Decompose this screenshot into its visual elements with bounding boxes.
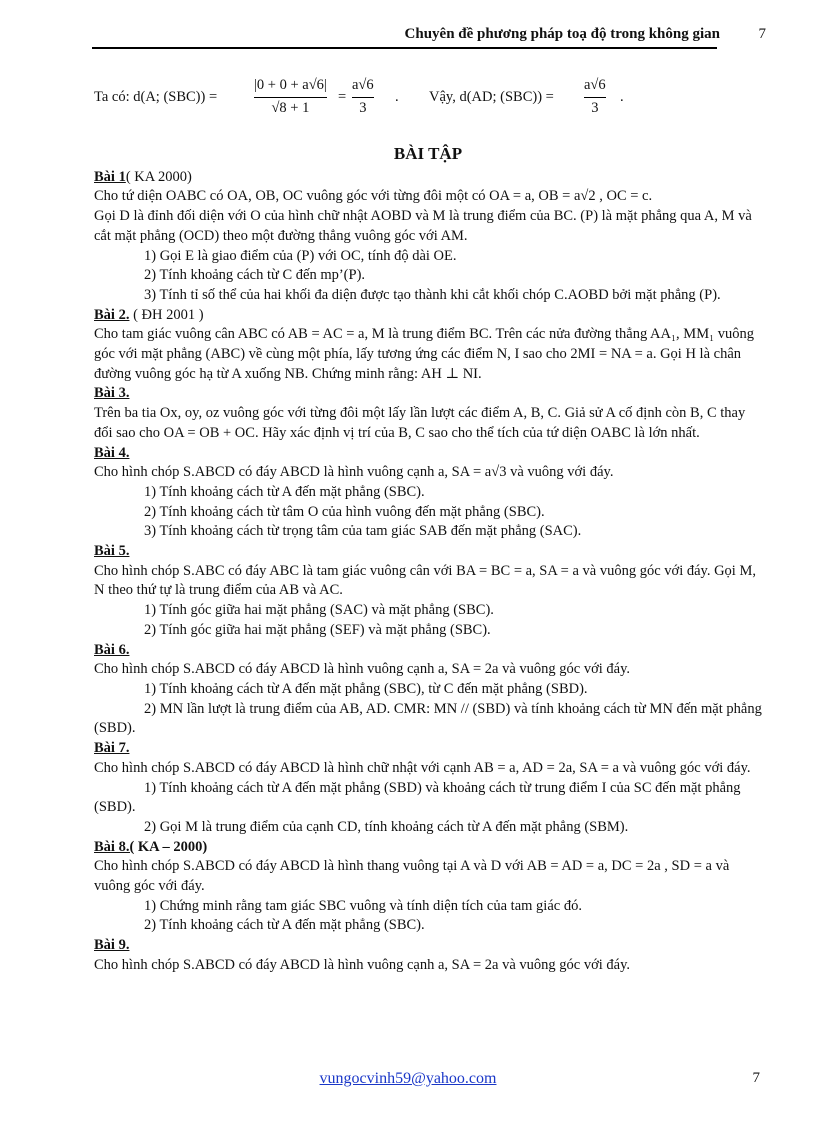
exercise-statement: Gọi D là đỉnh đối diện với O của hình chữ nhật AOBD và M là trung điểm của BC. (P) là mặt phẳng qua A, M và cắt mặt phẳng (OCD) theo một đường thẳng vuông góc với AM.: [94, 208, 752, 244]
fraction-numerator: a√6: [584, 77, 606, 93]
exercise-title: [94, 641, 762, 661]
page-footer: [0, 1070, 816, 1088]
footer-page-number: 7: [752, 1070, 760, 1086]
exercise-subquestion: 3) Tính tỉ số thể của hai khối đa diện được tạo thành khi cắt khối chóp C.AOBD bởi mặt phẳng (P).: [144, 286, 721, 303]
exercise-block: [94, 168, 762, 306]
exercise-subquestion: 1) Tính góc giữa hai mặt phẳng (SAC) và mặt phẳng (SBC).: [144, 602, 494, 619]
document-body: [94, 72, 762, 976]
fraction-numerator: |0 + 0 + a√6|: [254, 77, 327, 93]
fraction-bar: [352, 97, 374, 98]
exercise-title: [94, 168, 762, 188]
fraction-denominator: 3: [359, 99, 367, 116]
exercise-title: [94, 384, 762, 404]
exercise-subquestion: 2) Tính góc giữa hai mặt phẳng (SEF) và mặt phẳng (SBC).: [144, 621, 491, 638]
fraction-bar: [254, 97, 327, 98]
exercise-statement: Cho tam giác vuông cân ABC có AB = AC = a, M là trung điểm BC. Trên các nửa đường thẳng AA₁, MM₁ vuông góc với mặt phẳng (ABC) về cùng một phía, lấy tương ứng các điểm N, I sao cho 2MI = NA = a. Gọi H là chân đường vuông góc hạ từ A xuống NB. Chứng minh rằng: AH ⊥ NI.: [94, 326, 755, 382]
exercise-statement: Cho hình chóp S.ABCD có đáy ABCD là hình chữ nhật với cạnh AB = a, AD = 2a, SA = a và vuông góc với đáy.: [94, 759, 751, 776]
exercise-number: Bài 2.: [94, 306, 130, 323]
exercise-subquestion: 2) Gọi M là trung điểm của cạnh CD, tính khoảng cách từ A đến mặt phẳng (SBM).: [144, 818, 629, 835]
exercise-statement: Cho hình chóp S.ABCD có đáy ABCD là hình vuông cạnh a, SA = 2a và vuông góc với đáy.: [94, 661, 631, 678]
exercise-title: [94, 739, 762, 759]
fraction-numerator: a√6: [352, 77, 374, 93]
fraction-distance: [254, 76, 327, 118]
exercise-subquestion: 1) Gọi E là giao điểm của (P) với OC, tính độ dài OE.: [144, 247, 457, 264]
exercise-number: Bài 3.: [94, 385, 130, 402]
exercise-subquestion: 1) Tính khoảng cách từ A đến mặt phẳng (SBC).: [144, 483, 425, 500]
exercise-source: KA – 2000): [134, 838, 208, 855]
exercise-block: [94, 384, 762, 443]
header-rule: [92, 47, 717, 49]
exercise-subquestion: 2) MN lần lượt là trung điểm của AB, AD. CMR: MN // (SBD) và tính khoảng cách từ MN đến mặt phẳng (SBD).: [94, 700, 762, 737]
header-page-number: 7: [758, 26, 766, 42]
exercise-list: [94, 168, 762, 976]
exercise-block: [94, 542, 762, 641]
exercise-block: [94, 739, 762, 838]
fraction-conclusion: [584, 76, 606, 118]
exercise-statement: Cho hình chóp S.ABCD có đáy ABCD là hình vuông cạnh a, SA = a√3 và vuông với đáy.: [94, 464, 614, 481]
exercise-statement: Cho hình chóp S.ABC có đáy ABC là tam giác vuông cân với BA = BC = a, SA = a và vuông góc với đáy. Gọi M, N theo thứ tự là trung điểm của AB và AC.: [94, 562, 756, 599]
period: .: [620, 89, 624, 105]
exercise-title: [94, 542, 762, 562]
exercise-number: Bài 9.: [94, 937, 130, 954]
exercise-block: [94, 641, 762, 740]
exercise-number: Bài 1: [94, 168, 126, 185]
exercise-statement: Trên ba tia Ox, oy, oz vuông góc với từng đôi một lấy lần lượt các điểm A, B, C. Giả sử A cố định còn B, C thay đổi sao cho OA = OB + OC. Hãy xác định vị trí của B, C sao cho thể tích của tứ diện OABC là lớn nhất.: [94, 405, 746, 441]
exercise-title: [94, 306, 762, 326]
section-heading: BÀI TẬP: [393, 144, 463, 163]
page-header: [92, 26, 766, 46]
header-title: Chuyên đề phương pháp toạ độ trong không gian: [404, 26, 720, 42]
exercise-title: [94, 936, 762, 956]
exercise-title: [94, 838, 762, 858]
period: .: [395, 89, 399, 105]
fraction-denominator: 3: [591, 99, 599, 116]
fraction-result: [352, 76, 374, 118]
formula-lead: Ta có: d(A; (SBC)) =: [94, 89, 218, 105]
exercise-subquestion: 2) Tính khoảng cách từ C đến mp’(P).: [144, 267, 366, 284]
exercise-block: [94, 838, 762, 937]
exercise-subquestion: 1) Tính khoảng cách từ A đến mặt phẳng (SBD) và khoảng cách từ trung điểm I của SC đến mặt phẳng (SBD).: [94, 779, 741, 816]
exercise-subquestion: 1) Chứng minh rằng tam giác SBC vuông và tính diện tích của tam giác đó.: [144, 897, 582, 914]
exercise-statement: Cho hình chóp S.ABCD có đáy ABCD là hình thang vuông tại A và D với AB = AD = a, DC = 2a , SD = a và vuông góc với đáy.: [94, 858, 730, 895]
exercise-source: ( KA 2000): [125, 168, 192, 185]
exercise-number: Bài 6.: [94, 641, 130, 658]
exercise-block: [94, 936, 762, 975]
footer-email-link[interactable]: vungocvinh59@yahoo.com: [319, 1070, 497, 1087]
exercise-number: Bài 4.: [94, 444, 130, 461]
exercise-subquestion: 2) Tính khoảng cách từ tâm O của hình vuông đến mặt phẳng (SBC).: [144, 503, 545, 520]
fraction-bar: [584, 97, 606, 98]
exercise-source: ( ĐH 2001 ): [129, 306, 204, 323]
exercise-title: [94, 444, 762, 464]
fraction-denominator: √8 + 1: [271, 99, 310, 116]
exercise-subquestion: 2) Tính khoảng cách từ A đến mặt phẳng (SBC).: [144, 917, 425, 934]
exercise-number: Bài 7.: [94, 740, 130, 757]
exercise-number: Bài 5.: [94, 543, 130, 560]
exercise-subquestion: 3) Tính khoảng cách từ trọng tâm của tam giác SAB đến mặt phẳng (SAC).: [144, 523, 582, 540]
exercise-statement: Cho tứ diện OABC có OA, OB, OC vuông góc với từng đôi một có OA = a, OB = a√2 , OC = c.: [94, 188, 653, 205]
conclusion-lead: Vậy, d(AD; (SBC)) =: [429, 89, 554, 105]
exercise-block: [94, 444, 762, 543]
exercise-subquestion: 1) Tính khoảng cách từ A đến mặt phẳng (SBC), từ C đến mặt phẳng (SBD).: [144, 680, 588, 697]
exercise-block: [94, 306, 762, 385]
equals-sign: =: [338, 89, 347, 105]
exercise-statement: Cho hình chóp S.ABCD có đáy ABCD là hình vuông cạnh a, SA = 2a và vuông góc với đáy.: [94, 956, 631, 973]
exercise-number: Bài 8.(: [94, 838, 135, 855]
intro-formula: [94, 72, 762, 132]
